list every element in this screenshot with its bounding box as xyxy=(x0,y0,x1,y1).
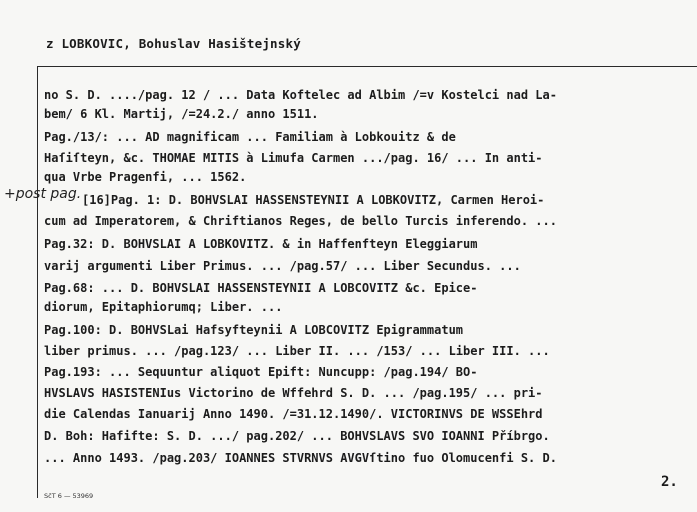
text-line: Pag.68: ... D. BOHVSLAI HASSENSTEYNII A LOBCOVITZ &c. Epice- xyxy=(44,281,478,295)
text-line: varij argumenti Liber Primus. ... /pag.57/ ... Liber Secundus. ... xyxy=(44,259,521,273)
text-line: diorum, Epitaphiorumq; Liber. ... xyxy=(44,300,283,314)
margin-rule xyxy=(37,66,38,498)
text-line: Pag./13/: ... AD magnificam ... Familiam à Lobkouitz & de xyxy=(44,130,456,144)
card-header: z LOBKOVIC, Bohuslav Hasištejnský xyxy=(46,36,301,51)
text-line: [16]Pag. 1: D. BOHVSLAI HASSENSTEYNII A LOBKOVITZ, Carmen Heroi- xyxy=(82,193,545,207)
text-line: ... Anno 1493. /pag.203/ IOANNES STVRNVS AVGVſtino fuo Olomucenfi S. D. xyxy=(44,451,557,465)
text-line: bem/ 6 Kl. Martij, /=24.2./ anno 1511. xyxy=(44,107,319,121)
text-line: Pag.100: D. BOHVSLai Hafsyfteynii A LOBCOVITZ Epigrammatum xyxy=(44,323,464,337)
text-line: no S. D. ..../pag. 12 / ... Data Koftelec ad Albim /=v Kostelci nad La- xyxy=(44,88,557,102)
text-line: die Calendas Ianuarij Anno 1490. /=31.12.1490/. VICTORINVS DE WSSEhrd xyxy=(44,407,543,421)
text-line: qua Vrbe Pragenfi, ... 1562. xyxy=(44,170,247,184)
text-line: D. Boh: Hafifte: S. D. .../ pag.202/ ... BOHVSLAVS SVO IOANNI Příbrgo. xyxy=(44,429,550,443)
page-number: 2. xyxy=(661,474,678,490)
text-line: HVSLAVS HASISTENIus Victorino de Wffehrd S. D. ... /pag.195/ ... pri- xyxy=(44,386,543,400)
text-line: Pag.32: D. BOHVSLAI A LOBKOVITZ. & in Haffenfteyn Eleggiarum xyxy=(44,237,478,251)
text-line: Pag.193: ... Sequuntur aliquot Epift: Nuncupp: /pag.194/ BO- xyxy=(44,365,478,379)
text-line: Haſiſteyn, &c. THOMAE MITIS à Limufa Carmen .../pag. 16/ ... In anti- xyxy=(44,151,543,165)
footer-code: SčT 6 — 53969 xyxy=(44,492,94,500)
text-line: cum ad Imperatorem, & Chriftianos Reges, de bello Turcis inferendo. ... xyxy=(44,214,557,228)
header-rule xyxy=(37,66,697,67)
text-line: liber primus. ... /pag.123/ ... Liber II. ... /153/ ... Liber III. ... xyxy=(44,344,550,358)
margin-note: +post pag. xyxy=(4,186,82,202)
